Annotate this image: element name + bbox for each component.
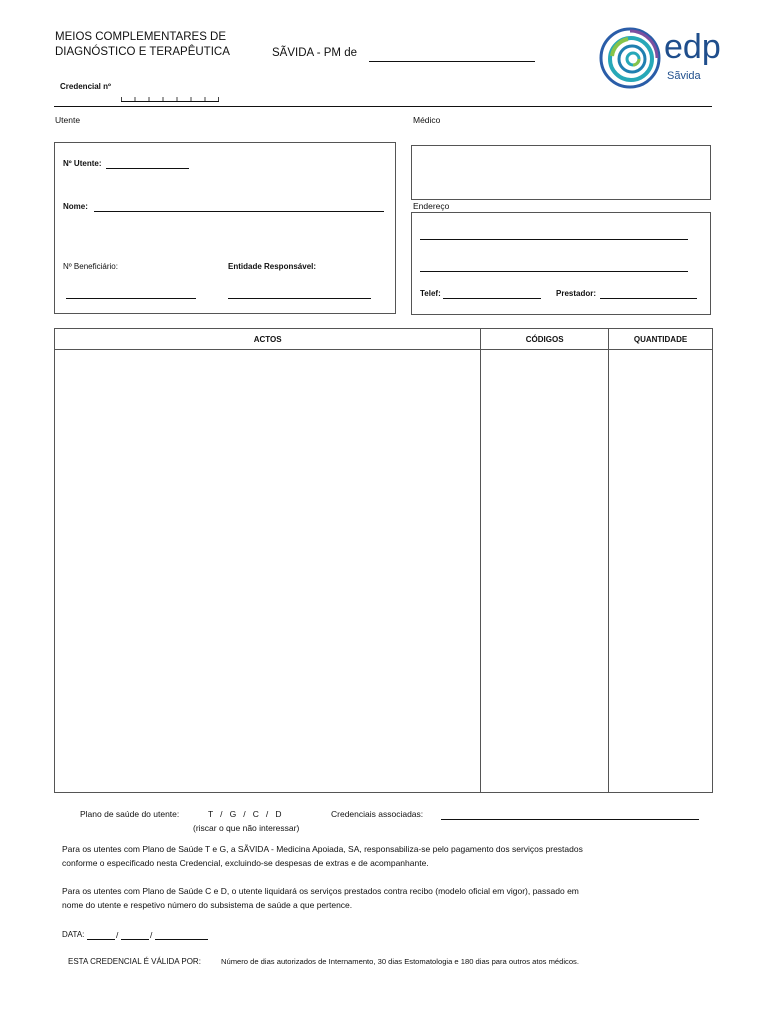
- telef-label: Telef:: [420, 289, 441, 298]
- numero-utente-label: Nº Utente:: [63, 159, 102, 168]
- medico-box[interactable]: [411, 145, 711, 200]
- paragraph-plano-tg-line2: conforme o especificado nesta Credencial, excluindo-se despesas de extras e de acompanhante.: [62, 858, 429, 868]
- data-separator-1: /: [116, 930, 119, 940]
- paragraph-plano-cd: [62, 884, 742, 912]
- data-day-field[interactable]: [87, 939, 115, 940]
- credencial-digit-boxes: [121, 95, 219, 102]
- medico-section-label: Médico: [413, 115, 441, 125]
- credenciais-label: Credenciais associadas:: [331, 809, 424, 819]
- paragraph-plano-cd-line1: Para os utentes com Plano de Saúde C e D, o utente liquidará os serviços prestados contra recibo (modelo oficial em vigor), passado em: [62, 886, 579, 896]
- endereco-label: Endereço: [413, 201, 450, 211]
- data-label: DATA:: [62, 930, 85, 939]
- riscar-note: (riscar o que não interessar): [193, 823, 300, 833]
- quantidade-cell[interactable]: [609, 350, 713, 793]
- actos-table-body-row: [55, 350, 713, 793]
- pm-field[interactable]: [369, 61, 535, 62]
- valida-label: ESTA CREDENCIAL É VÁLIDA POR:: [68, 957, 201, 966]
- endereco-line-2[interactable]: [420, 271, 688, 272]
- nome-field[interactable]: [94, 211, 384, 212]
- edp-logo-icon: [598, 26, 662, 90]
- savida-pm-label: SÃVIDA - PM de: [272, 47, 358, 59]
- beneficiario-field[interactable]: [66, 298, 196, 299]
- edp-logo-text: edp: [664, 28, 721, 66]
- actos-table: [54, 328, 713, 793]
- nome-label: Nome:: [63, 202, 88, 211]
- savida-logo-subtext: Sãvida: [667, 70, 701, 82]
- plano-label: Plano de saúde do utente:: [80, 809, 180, 819]
- beneficiario-label: Nº Beneficiário:: [63, 262, 118, 271]
- paragraph-plano-tg-line1: Para os utentes com Plano de Saúde T e G, a SÃVIDA - Medicina Apoiada, SA, responsabiliza-se pelo pagamento dos serviços prestados: [62, 844, 583, 854]
- utente-section-label: Utente: [55, 115, 81, 125]
- entidade-field[interactable]: [228, 298, 371, 299]
- paragraph-plano-cd-line2: nome do utente e respetivo número do subsistema de saúde a que pertence.: [62, 900, 353, 910]
- data-year-field[interactable]: [155, 939, 208, 940]
- column-codigos: CÓDIGOS: [481, 329, 609, 350]
- actos-table-header: [55, 329, 713, 350]
- actos-cell[interactable]: [55, 350, 481, 793]
- form-title: [55, 30, 230, 60]
- form-title-line1: MEIOS COMPLEMENTARES DE: [55, 31, 227, 43]
- form-title-line2: DIAGNÓSTICO E TERAPÊUTICA: [55, 46, 230, 58]
- endereco-line-1[interactable]: [420, 239, 688, 240]
- endereco-box: [411, 212, 711, 315]
- data-month-field[interactable]: [121, 939, 149, 940]
- numero-utente-field[interactable]: [106, 168, 189, 169]
- credencial-label: Credencial nº: [60, 82, 111, 91]
- paragraph-plano-tg: [62, 842, 742, 870]
- prestador-field[interactable]: [600, 298, 697, 299]
- column-quantidade: QUANTIDADE: [609, 329, 713, 350]
- credencial-number-field[interactable]: [121, 89, 219, 96]
- prestador-label: Prestador:: [556, 289, 597, 298]
- valida-text: Número de dias autorizados de Internamento, 30 dias Estomatologia e 180 dias para outros atos médicos.: [221, 957, 579, 966]
- column-actos: ACTOS: [55, 329, 481, 350]
- codigos-cell[interactable]: [481, 350, 609, 793]
- data-separator-2: /: [150, 930, 153, 940]
- credenciais-field[interactable]: [441, 819, 699, 820]
- entidade-label: Entidade Responsável:: [228, 262, 317, 271]
- header-divider: [54, 106, 712, 107]
- telef-field[interactable]: [443, 298, 541, 299]
- plano-options[interactable]: T / G / C / D: [208, 809, 282, 819]
